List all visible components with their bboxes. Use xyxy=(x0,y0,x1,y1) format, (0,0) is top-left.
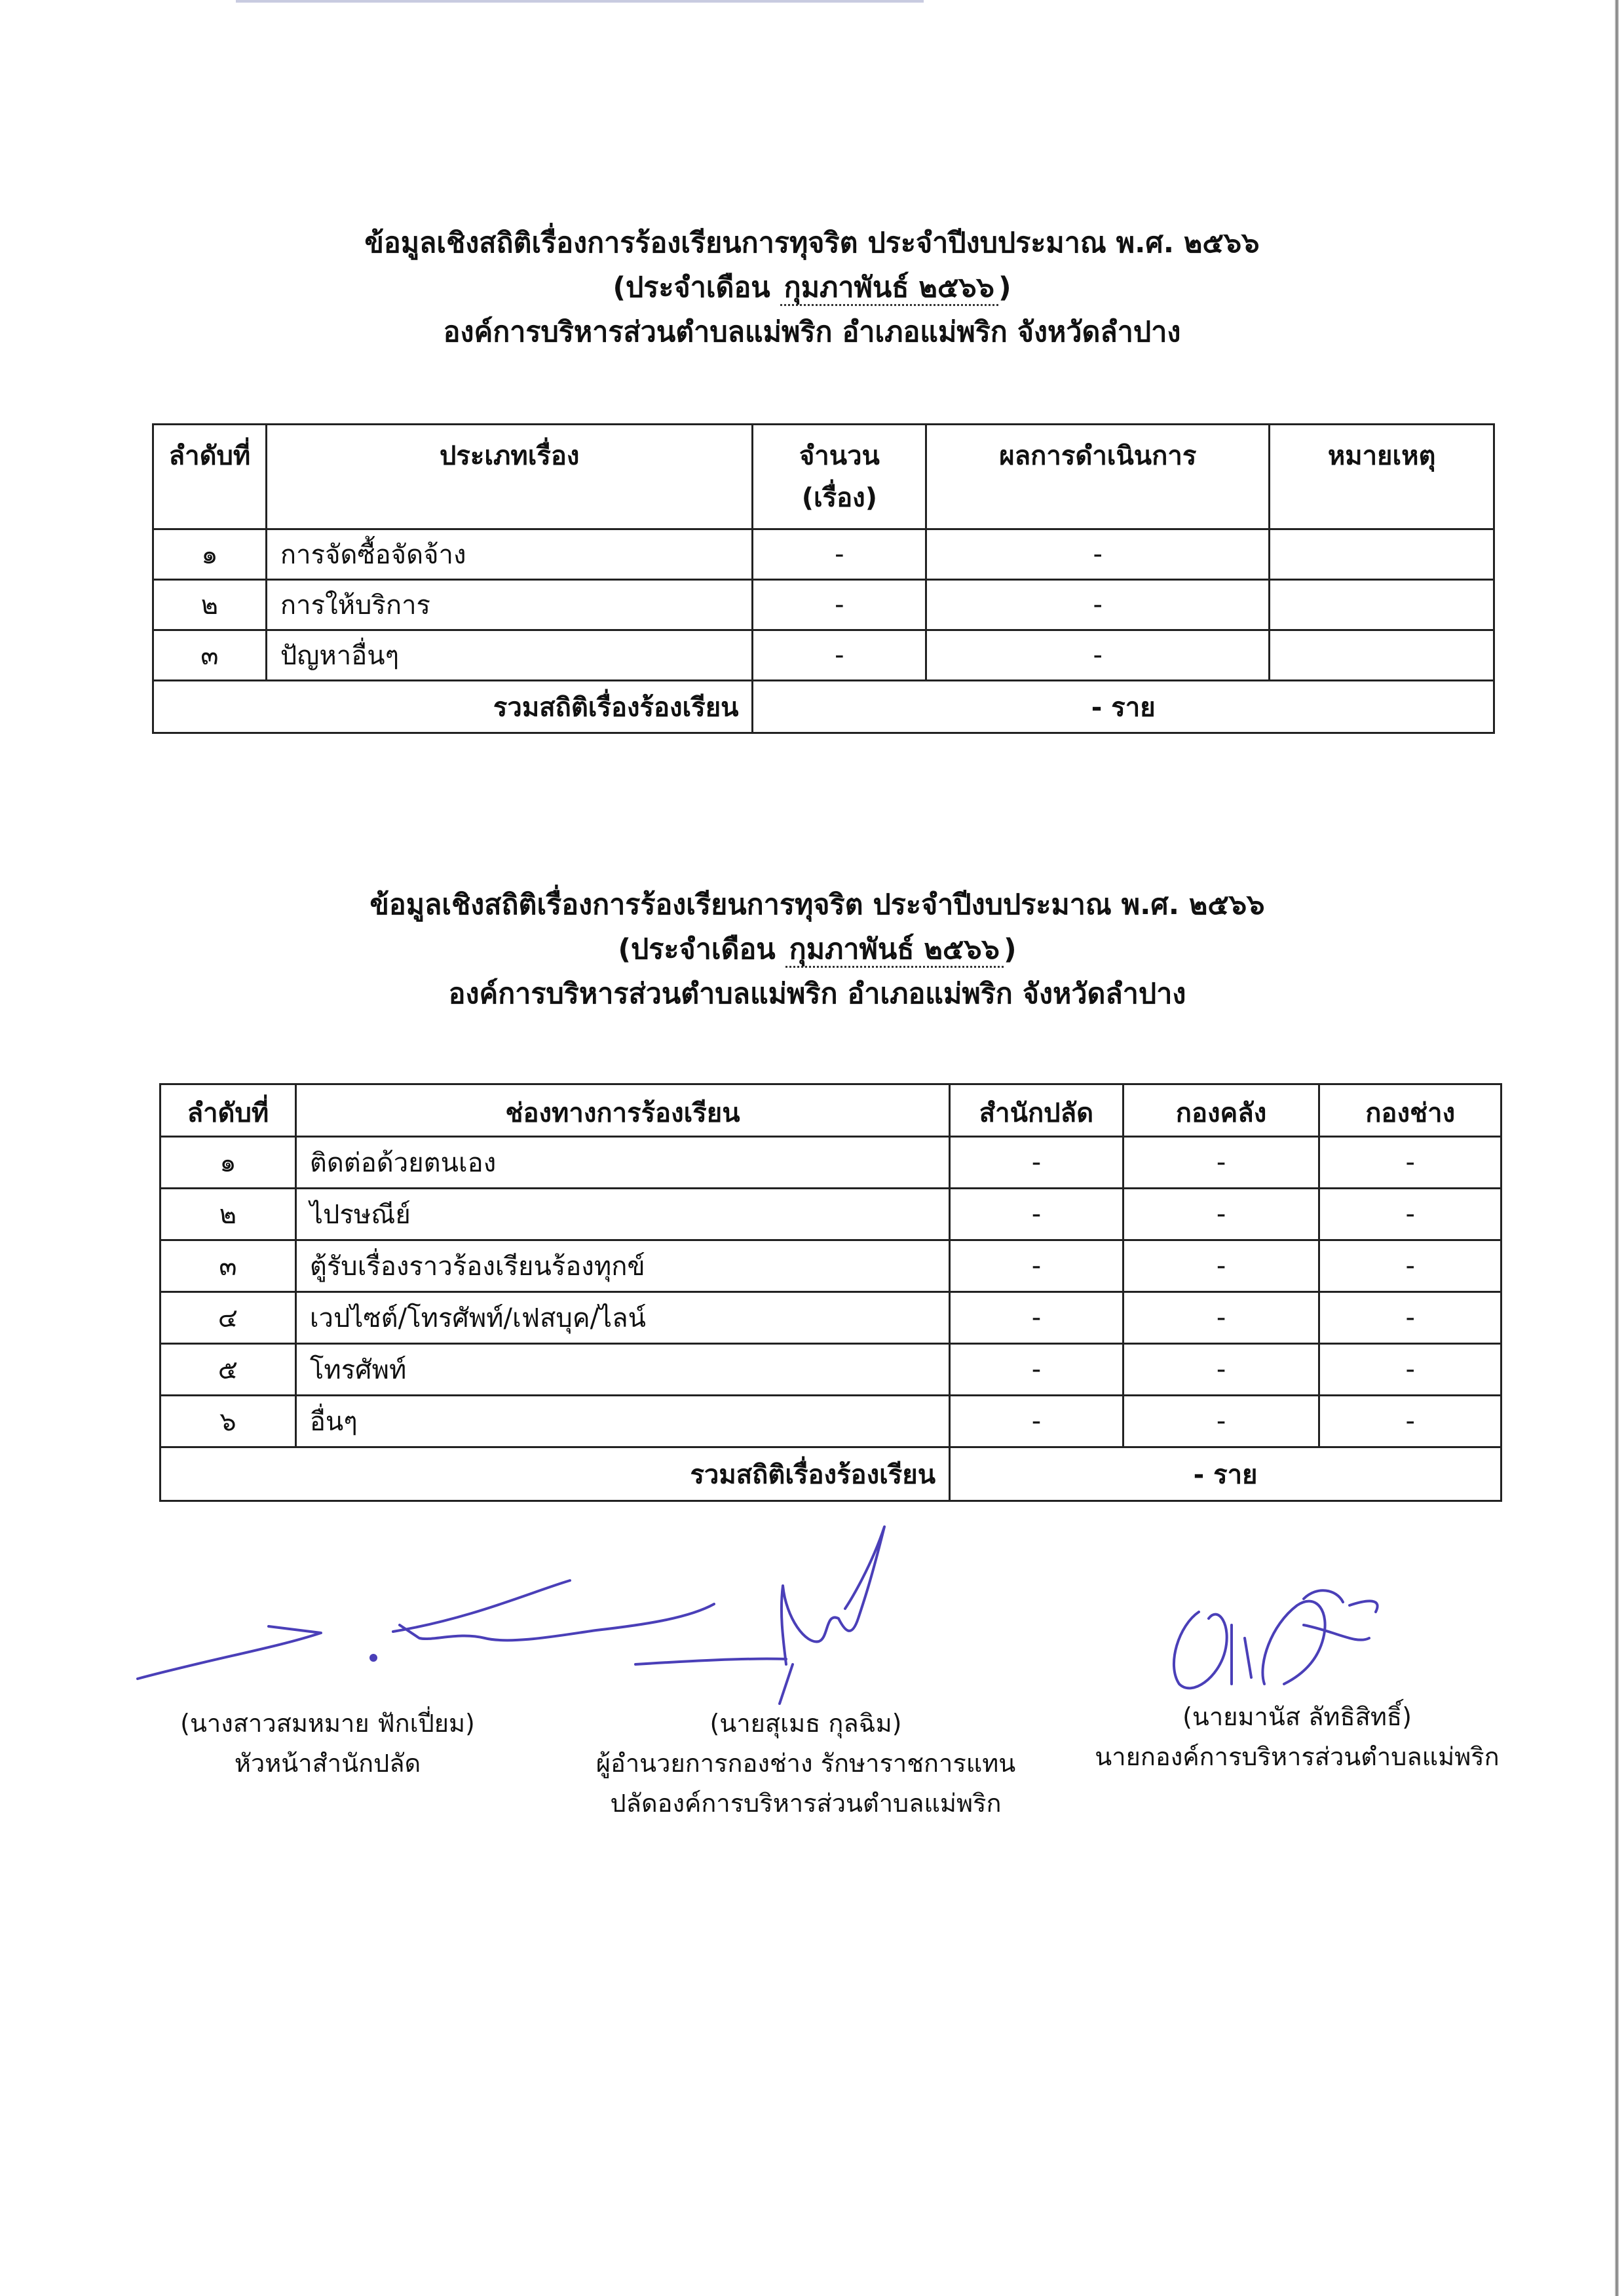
signatory-position-2: ปลัดองค์การบริหารส่วนตำบลแม่พริก xyxy=(610,1788,1002,1818)
signatory-1 xyxy=(144,1704,511,1784)
signatory-position: นายกองค์การบริหารส่วนตำบลแม่พริก xyxy=(1095,1742,1500,1771)
header-finance: กองคลัง xyxy=(1123,1084,1319,1137)
report1-month: กุมภาพันธ์ ๒๕๖๖ xyxy=(780,271,998,306)
report1-title: ข้อมูลเชิงสถิติเรื่องการร้องเรียนการทุจริต ประจำปีงบประมาณ พ.ศ. ๒๕๖๖ xyxy=(364,227,1260,259)
header-count: จำนวน (เรื่อง) xyxy=(753,425,926,529)
table-row: ๓ ตู้รับเรื่องราวร้องเรียนร้องทุกข์ - - - xyxy=(161,1240,1501,1292)
signatory-name: (นายมานัส ลัทธิสิทธิ์) xyxy=(1182,1702,1412,1731)
report1-organization: องค์การบริหารส่วนตำบลแม่พริก อำเภอแม่พริก จังหวัดลำปาง xyxy=(443,315,1181,349)
signature-3 xyxy=(1174,1590,1378,1688)
total-label: รวมสถิติเรื่องร้องเรียน xyxy=(153,681,753,733)
signatory-name: (นายสุเมธ กุลฉิม) xyxy=(709,1709,902,1738)
signature-1 xyxy=(138,1580,714,1679)
header-order: ลำดับที่ xyxy=(161,1084,296,1137)
table-row: ๑ ติดต่อด้วยตนเอง - - - xyxy=(161,1137,1501,1189)
signatory-3 xyxy=(1048,1697,1546,1777)
header-remark: หมายเหตุ xyxy=(1270,425,1494,529)
total-value: - ราย xyxy=(950,1447,1501,1501)
report1-month-line: (ประจำเดือน กุมภาพันธ์ ๒๕๖๖ ) xyxy=(0,271,1624,306)
signature-1-dot xyxy=(371,1655,376,1660)
table-row: ๔ เวปไซต์/โทรศัพท์/เฟสบุค/ไลน์ - - - xyxy=(161,1292,1501,1344)
header-type: ประเภทเรื่อง xyxy=(266,425,753,529)
table-row: ๒ ไปรษณีย์ - - - xyxy=(161,1189,1501,1240)
signature-2 xyxy=(635,1527,884,1704)
header-order: ลำดับที่ xyxy=(153,425,267,529)
report2-organization: องค์การบริหารส่วนตำบลแม่พริก อำเภอแม่พริก จังหวัดลำปาง xyxy=(448,977,1186,1010)
header-engineering: กองช่าง xyxy=(1319,1084,1501,1137)
header-office: สำนักปลัด xyxy=(950,1084,1124,1137)
signatory-name: (นางสาวสมหมาย ฟักเปี่ยม) xyxy=(180,1709,475,1738)
table-row: ๑ การจัดซื้อจัดจ้าง - - xyxy=(153,529,1494,580)
report2-month-line: (ประจำเดือน กุมภาพันธ์ ๒๕๖๖ ) xyxy=(5,932,1624,968)
signatory-position: หัวหน้าสำนักปลัด xyxy=(234,1748,421,1778)
table-row: ๕ โทรศัพท์ - - - xyxy=(161,1344,1501,1396)
table-row: ๒ การให้บริการ - - xyxy=(153,580,1494,630)
report2-title: ข้อมูลเชิงสถิติเรื่องการร้องเรียนการทุจริต ประจำปีงบประมาณ พ.ศ. ๒๕๖๖ xyxy=(369,889,1265,921)
signatory-2 xyxy=(544,1704,1068,1823)
total-value: - ราย xyxy=(753,681,1494,733)
total-label: รวมสถิติเรื่องร้องเรียน xyxy=(161,1447,950,1501)
report2-month: กุมภาพันธ์ ๒๕๖๖ xyxy=(785,933,1004,968)
header-result: ผลการดำเนินการ xyxy=(926,425,1270,529)
table-row: ๖ อื่นๆ - - - xyxy=(161,1396,1501,1447)
table-row: ๓ ปัญหาอื่นๆ - - xyxy=(153,630,1494,681)
header-channel: ช่องทางการร้องเรียน xyxy=(295,1084,949,1137)
signatory-position: ผู้อำนวยการกองช่าง รักษาราชการแทน xyxy=(595,1748,1016,1778)
